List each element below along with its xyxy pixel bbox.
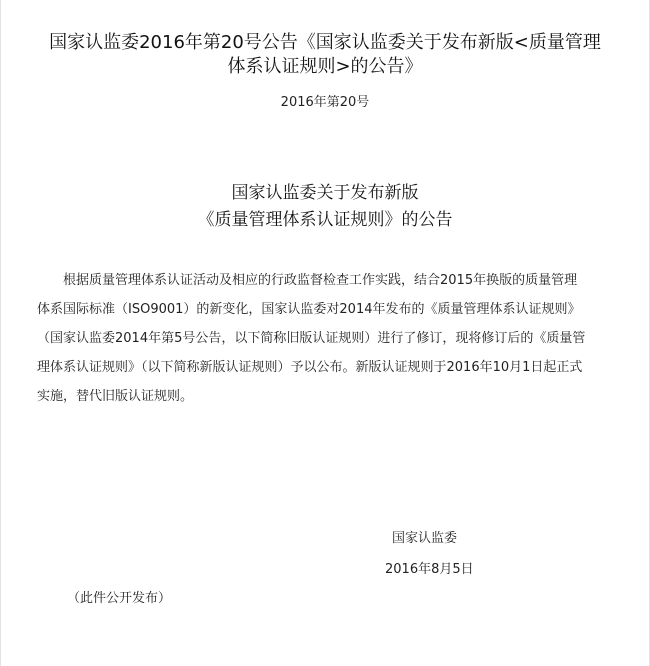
document-number: 2016年第20号 <box>280 95 370 110</box>
announcement-heading <box>1 180 649 234</box>
title-line-2: 体系认证规则>的公告》 <box>227 56 423 77</box>
title-line-1: 国家认监委2016年第20号公告《国家认监委关于发布新版<质量管理 <box>49 32 601 53</box>
body-line-1: 根据质量管理体系认证活动及相应的行政监督检查工作实践，结合2015年换版的质量管理 <box>63 273 578 288</box>
issuer-signature: 国家认监委 <box>392 531 458 546</box>
document-title <box>1 31 649 79</box>
body-paragraph <box>37 266 619 411</box>
subtitle-line-2: 《质量管理体系认证规则》的公告 <box>197 210 453 230</box>
body-line-3: （国家认监委2014年第5号公告，以下简称旧版认证规则）进行了修订，现将修订后的《质量管 <box>37 331 586 346</box>
body-line-5: 实施，替代旧版认证规则。 <box>37 389 194 404</box>
publication-note: （此件公开发布） <box>67 591 172 606</box>
body-line-2: 体系国际标准（ISO9001）的新变化，国家认监委对2014年发布的《质量管理体系认证规则》 <box>37 302 581 317</box>
issue-date: 2016年8月5日 <box>385 562 474 577</box>
body-line-4: 理体系认证规则》（以下简称新版认证规则）予以公布。新版认证规则于2016年10月1日起正式 <box>37 360 583 375</box>
subtitle-line-1: 国家认监委关于发布新版 <box>231 183 419 203</box>
